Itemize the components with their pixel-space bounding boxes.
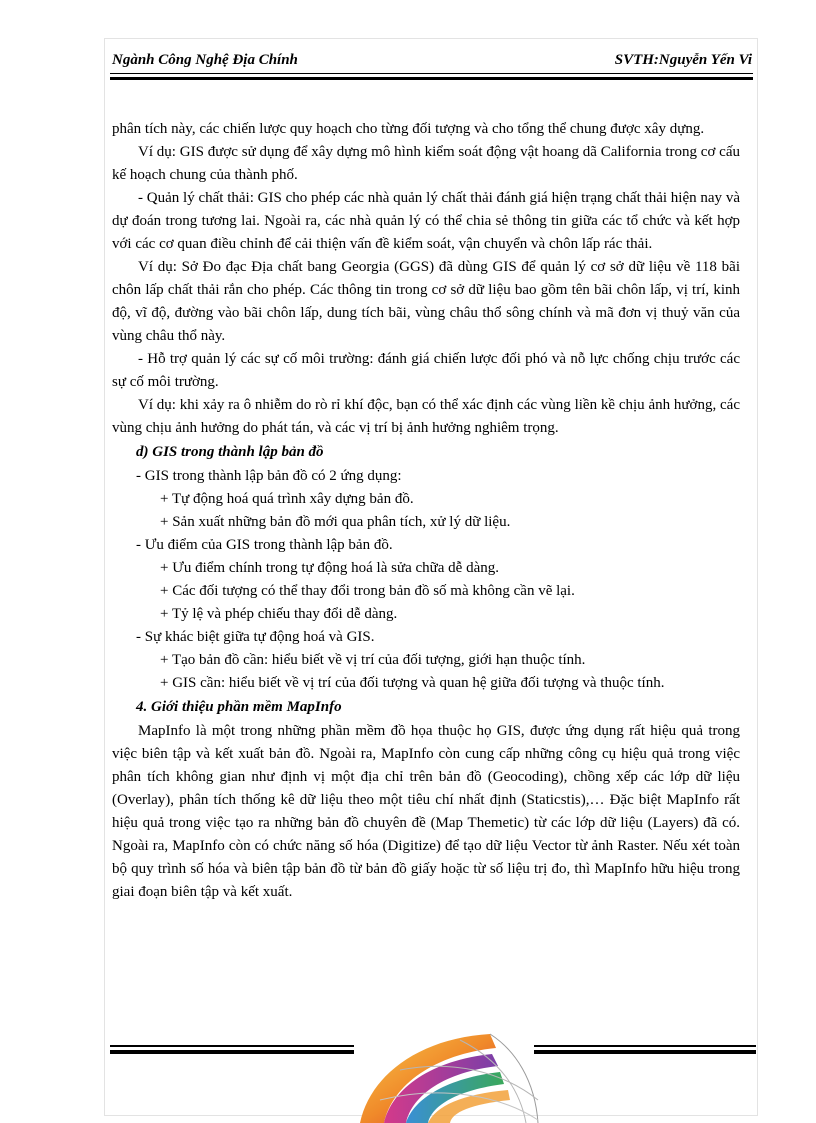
- paragraph-waste-management: - Quản lý chất thải: GIS cho phép các nhà quản lý chất thải đánh giá hiện trạng chất thải hiện nay và dự đoán trong tương lai. Ngoài ra, các nhà quản lý có thể chia sẻ thông tin giữa các tổ chức và kết hợp với các cơ quan điều chỉnh để cải thiện vấn đề kiểm soát, vận chuyển và chôn lấp rác thải.: [112, 190, 740, 252]
- sub-list-item: + Các đối tượng có thể thay đổi trong bản đồ số mà không cần vẽ lại.: [160, 583, 575, 599]
- section-heading-4: 4. Giới thiệu phần mềm MapInfo: [136, 699, 342, 715]
- header-rule-thick: [110, 77, 753, 80]
- sub-list-item: + Sản xuất những bản đồ mới qua phân tích, xử lý dữ liệu.: [160, 514, 511, 530]
- sub-list-item: + Tỷ lệ và phép chiếu thay đổi dễ dàng.: [160, 606, 398, 622]
- header-rule: [110, 73, 753, 74]
- sub-list-item: + Ưu điểm chính trong tự động hoá là sửa chữa dễ dàng.: [160, 560, 499, 576]
- list-item: - Ưu điểm của GIS trong thành lập bản đồ.: [136, 537, 393, 553]
- sub-list-item: + Tạo bản đồ cần: hiểu biết về vị trí của đối tượng, giới hạn thuộc tính.: [160, 652, 586, 668]
- paragraph-example: Ví dụ: GIS được sử dụng để xây dựng mô hình kiểm soát động vật hoang dã California trong cơ cấu kế hoạch chung của thành phố.: [112, 144, 740, 183]
- footer-rule-left: [110, 1045, 354, 1047]
- footer-rule-right: [534, 1045, 756, 1047]
- sub-list-item: + Tự động hoá quá trình xây dựng bản đồ.: [160, 491, 414, 507]
- footer-logo-icon: [340, 1030, 540, 1123]
- paragraph-example: Ví dụ: Sở Đo đạc Địa chất bang Georgia (GGS) đã dùng GIS để quản lý cơ sở dữ liệu về 118 bãi chôn lấp chất thải rắn cho phép. Các thông tin trong cơ sở dữ liệu bao gồm tên bãi chôn lấp, vị trí, kinh độ, vĩ độ, đường vào bãi chôn lấp, dung tích bãi, vùng châu thổ sông chính và mã đơn vị thuỷ văn của vùng châu thổ này.: [112, 259, 740, 344]
- header-student: SVTH:Nguyễn Yến Vi: [614, 52, 752, 68]
- section-heading-d: d) GIS trong thành lập bản đồ: [136, 444, 324, 460]
- paragraph-mapinfo: MapInfo là một trong những phần mềm đồ họa thuộc họ GIS, được ứng dụng rất hiệu quả trong việc biên tập và kết xuất bản đồ. Ngoài ra, MapInfo còn cung cấp những công cụ hiệu quả trong việc phân tích không gian như định vị một địa chỉ trên bản đồ (Geocoding), chồng xếp các lớp dữ liệu (Overlay), phân tích thống kê dữ liệu theo một tiêu chí nhất định (Staticstis),… Đặc biệt MapInfo rất hiệu quả trong việc tạo ra những bản đồ chuyên đề (Map Themetic) từ các lớp dữ liệu (Layers) đã có. Ngoài ra, MapInfo còn có chức năng số hóa (Digitize) để tạo dữ liệu Vector từ ảnh Raster. Nếu xét toàn bộ quy trình số hóa và biên tập bản đồ từ bản đồ giấy hoặc từ số liệu trị đo, thì MapInfo hữu hiệu trong giai đoạn biên tập và kết xuất.: [112, 723, 740, 900]
- paragraph: phân tích này, các chiến lược quy hoạch cho từng đối tượng và cho tổng thể chung được xây dựng.: [112, 121, 705, 137]
- page-header: [112, 52, 752, 69]
- sub-list-item: + GIS cần: hiểu biết về vị trí của đối tượng và quan hệ giữa đối tượng và thuộc tính.: [160, 675, 665, 691]
- paragraph-environment-incidents: - Hỗ trợ quản lý các sự cố môi trường: đánh giá chiến lược đối phó và nỗ lực chống chịu trước các sự cố môi trường.: [112, 351, 740, 390]
- footer-rule-right-thick: [534, 1050, 756, 1054]
- document-body: [112, 118, 740, 904]
- footer-rule-left-thick: [110, 1050, 354, 1054]
- header-department: Ngành Công Nghệ Địa Chính: [112, 52, 298, 68]
- paragraph-example: Ví dụ: khi xảy ra ô nhiễm do rò rỉ khí độc, bạn có thể xác định các vùng liền kề chịu ảnh hưởng, các vùng chịu ảnh hưởng do phát tán, và các vị trí bị ảnh hưởng nghiêm trọng.: [112, 397, 740, 436]
- list-item: - Sự khác biệt giữa tự động hoá và GIS.: [136, 629, 375, 645]
- list-item: - GIS trong thành lập bản đồ có 2 ứng dụng:: [136, 468, 402, 484]
